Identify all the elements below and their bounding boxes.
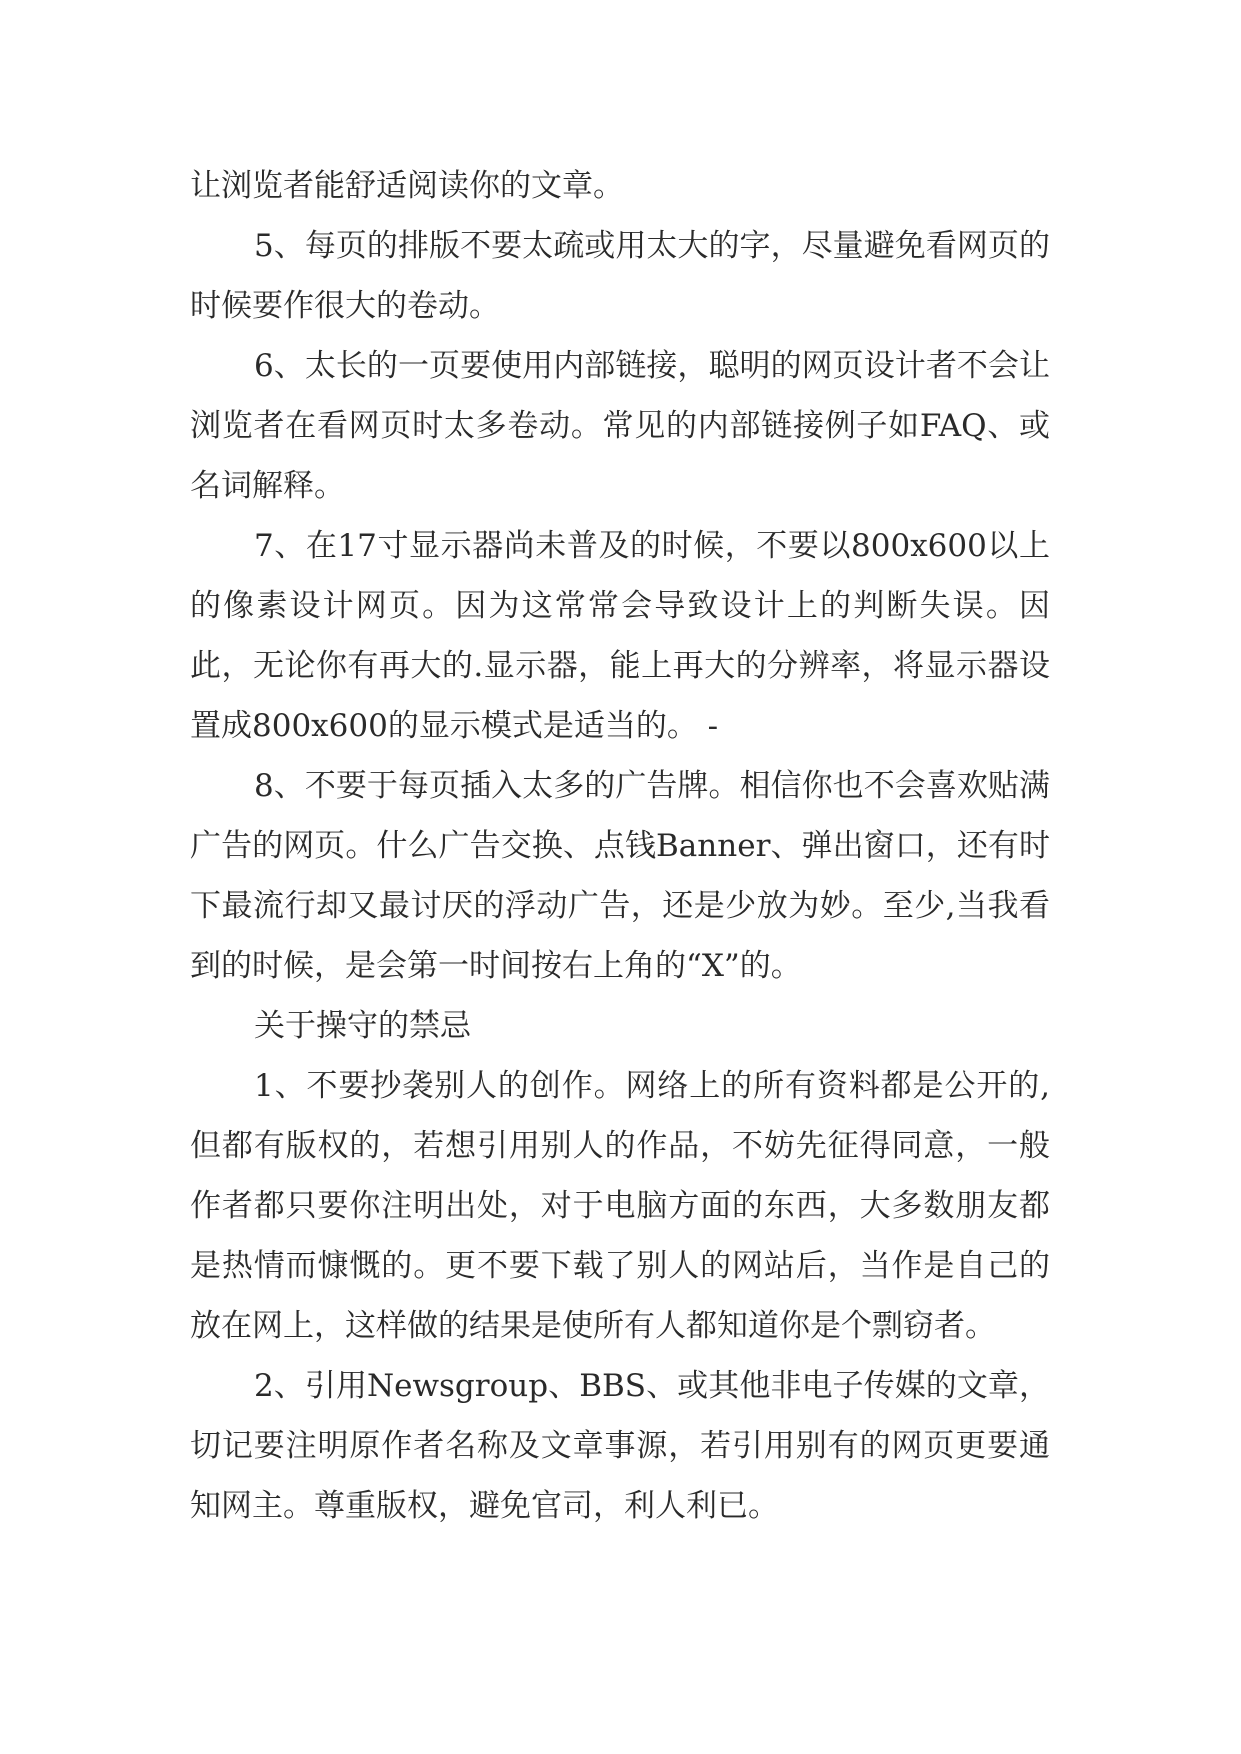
document-body (190, 156, 1050, 1536)
paragraph-item-5: 5、每页的排版不要太疏或用太大的字，尽量避免看网页的时候要作很大的卷动。 (190, 228, 1050, 324)
paragraph-item-8: 8、不要于每页插入太多的广告牌。相信你也不会喜欢贴满广告的网页。什么广告交换、点钱Banner、弹出窗口，还有时下最流行却又最讨厌的浮动广告，还是少放为妙。至少,当我看到的时候，是会第一时间按右上角的“X”的。 (190, 768, 1050, 984)
paragraph-ethics-1: 1、不要抄袭别人的创作。网络上的所有资料都是公开的,但都有版权的，若想引用别人的作品，不妨先征得同意，一般作者都只要你注明出处，对于电脑方面的东西，大多数朋友都是热情而慷慨的。更不要下载了别人的网站后，当作是自己的放在网上，这样做的结果是使所有人都知道你是个剽窃者。 (190, 1068, 1050, 1344)
paragraph-item-7: 7、在17寸显示器尚未普及的时候，不要以800x600以上的像素设计网页。因为这常常会导致设计上的判断失误。因此，无论你有再大的.显示器，能上再大的分辨率，将显示器设置成800x600的显示模式是适当的。 - (190, 528, 1050, 744)
paragraph-item-6: 6、太长的一页要使用内部链接，聪明的网页设计者不会让浏览者在看网页时太多卷动。常见的内部链接例子如FAQ、或名词解释。 (190, 348, 1050, 504)
section-heading: 关于操守的禁忌 (254, 1008, 471, 1044)
paragraph-intro-tail: 让浏览者能舒适阅读你的文章。 (190, 168, 624, 204)
paragraph-ethics-2: 2、引用Newsgroup、BBS、或其他非电子传媒的文章，切记要注明原作者名称及文章事源，若引用别有的网页更要通知网主。尊重版权，避免官司，利人利已。 (190, 1368, 1050, 1524)
